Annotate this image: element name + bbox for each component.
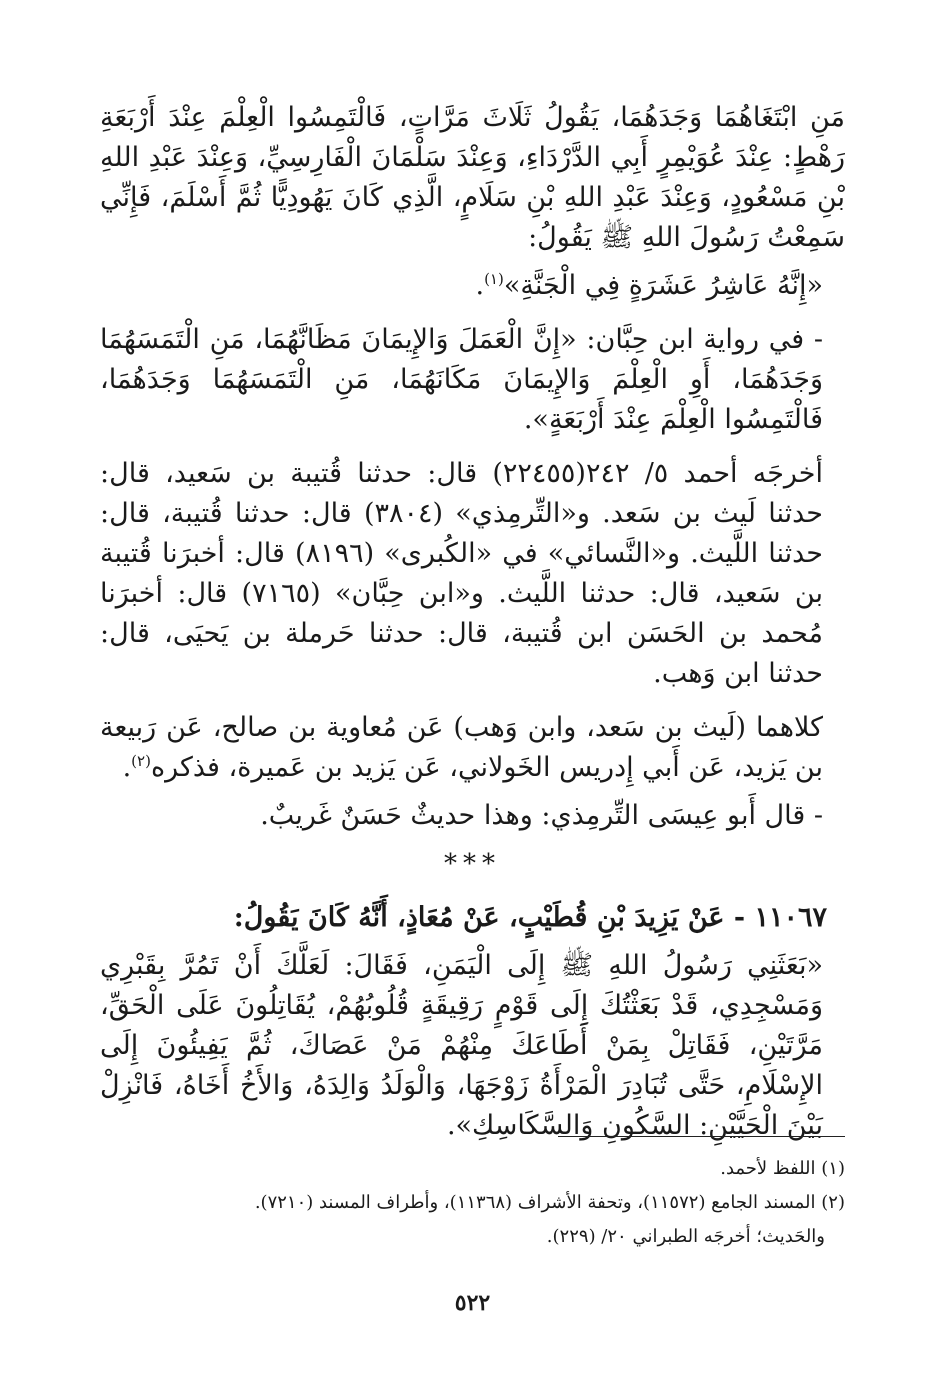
hadith-quote-1: «إِنَّهُ عَاشِرُ عَشَرَةٍ فِي الْجَنَّةِ»$^{(١)}$. bbox=[475, 270, 823, 301]
footnote-1: (١) اللفظ لأحمد. bbox=[720, 1158, 845, 1179]
quote-text: «إِنَّهُ عَاشِرُ عَشَرَةٍ فِي الْجَنَّةِ» bbox=[503, 270, 823, 301]
section-separator: *** bbox=[444, 849, 501, 879]
hadith-heading: ١١٠٦٧ - عَنْ يَزِيدَ بْنِ قُطَيْبٍ، عَنْ مُعَاذٍ، أَنَّهُ كَانَ يَقُولُ: bbox=[233, 902, 827, 933]
footnote-2: (٢) المسند الجامع (١١٥٧٢)، وتحفة الأشراف (١١٣٦٨)، وأطراف المسند (٧٢١٠). bbox=[254, 1192, 845, 1213]
ibn-hibban-variant: - في رواية ابن حِبَّان: «إِنَّ الْعَمَلَ وَالإِيمَانَ مَظَانَّهُمَا، مَنِ الْتَمَسَهُمَا وَجَدَهُمَا، أَوِ الْعِلْمَ وَالإِيمَانَ مَكَانَهُمَا، مَنِ الْتَمَسَهُمَا وَجَدَهُمَا، فَالْتَمِسُوا الْعِلْمَ عِنْدَ أَرْبَعَةٍ». bbox=[100, 324, 823, 435]
paragraph-1: مَنِ ابْتَغَاهُمَا وَجَدَهُمَا، يَقُولُ ثَلَاثَ مَرَّاتٍ، فَالْتَمِسُوا الْعِلْمَ عِنْدَ أَرْبَعَةِ رَهْطٍ: عِنْدَ عُوَيْمِرٍ أَبِي الدَّرْدَاءِ، وَعِنْدَ سَلْمَانَ الْفَارِسِيِّ، وَعِنْدَ عَبْدِ اللهِ بْنِ مَسْعُودٍ، وَعِنْدَ عَبْدِ اللهِ بْنِ سَلَامٍ، الَّذِي كَانَ يَهُودِيًّا ثُمَّ أَسْلَمَ، فَإِنِّي سَمِعْتُ رَسُولَ اللهِ ﷺ يَقُولُ: bbox=[100, 102, 845, 253]
footnote-divider bbox=[558, 1136, 845, 1137]
chain-paragraph: كلاهما (لَيث بن سَعد، وابن وَهب) عَن مُعاوية بن صالح، عَن رَبيعة بن يَزيد، عَن أَبي إِدريس الخَولاني، عَن يَزيد بن عَميرة، فذكره$^{(٢)}$. bbox=[100, 712, 823, 783]
footnote-ref-1: (١) bbox=[484, 270, 504, 288]
tirmidhi-grading: - قال أَبو عِيسَى التِّرمِذي: وهذا حديثٌ حَسَنٌ غَريبٌ. bbox=[260, 800, 823, 831]
footnote-ref-2: (٢) bbox=[131, 752, 151, 770]
footnotes bbox=[100, 1155, 845, 1257]
chain-text: كلاهما (لَيث بن سَعد، وابن وَهب) عَن مُعاوية بن صالح، عَن رَبيعة بن يَزيد، عَن أَبي إِدريس الخَولاني، عَن يَزيد بن عَميرة، فذكره bbox=[100, 712, 823, 783]
footnote-2-continuation: والحَديث؛ أخرجَه الطبراني ٢٠/ (٢٢٩). bbox=[546, 1226, 825, 1247]
takhrij-paragraph: أخرجَه أحمد ٥/ ٢٤٢(٢٢٤٥٥) قال: حدثنا قُتيبة بن سَعيد، قال: حدثنا لَيث بن سَعد. و«التِّرمِذي» (٣٨٠٤) قال: حدثنا قُتيبة، قال: حدثنا اللَّيث. و«النَّسائي» في «الكُبرى» (٨١٩٦) قال: أخبرَنا قُتيبة بن سَعيد، قال: حدثنا اللَّيث. و«ابن حِبَّان» (٧١٦٥) قال: أخبرَنا مُحمد بن الحَسَن ابن قُتيبة، قال: حدثنا حَرملة بن يَحيَى، قال: حدثنا ابن وَهب. bbox=[100, 458, 823, 689]
page-number: ٥٢٢ bbox=[454, 1290, 491, 1316]
hadith-text: «بَعَثَنِي رَسُولُ اللهِ ﷺ إِلَى الْيَمَنِ، فَقَالَ: لَعَلَّكَ أَنْ تَمُرَّ بِقَبْرِي وَمَسْجِدِي، قَدْ بَعَثْتُكَ إِلَى قَوْمٍ رَقِيقَةٍ قُلُوبُهُمْ، يُقَاتِلُونَ عَلَى الْحَقِّ، مَرَّتَيْنِ، فَقَاتِلْ بِمَنْ أَطَاعَكَ مِنْهُمْ مَنْ عَصَاكَ، ثُمَّ يَفِيئُونَ إِلَى الإِسْلَامِ، حَتَّى تُبَادِرَ الْمَرْأَةُ زَوْجَهَا، وَالْوَلَدُ وَالِدَهُ، وَالأَخُ أَخَاهُ، فَانْزِلْ بَيْنَ الْحَيَّيْنِ: السَّكُونِ وَالسَّكَاسِكِ». bbox=[100, 950, 823, 1141]
main-text bbox=[100, 98, 845, 1154]
